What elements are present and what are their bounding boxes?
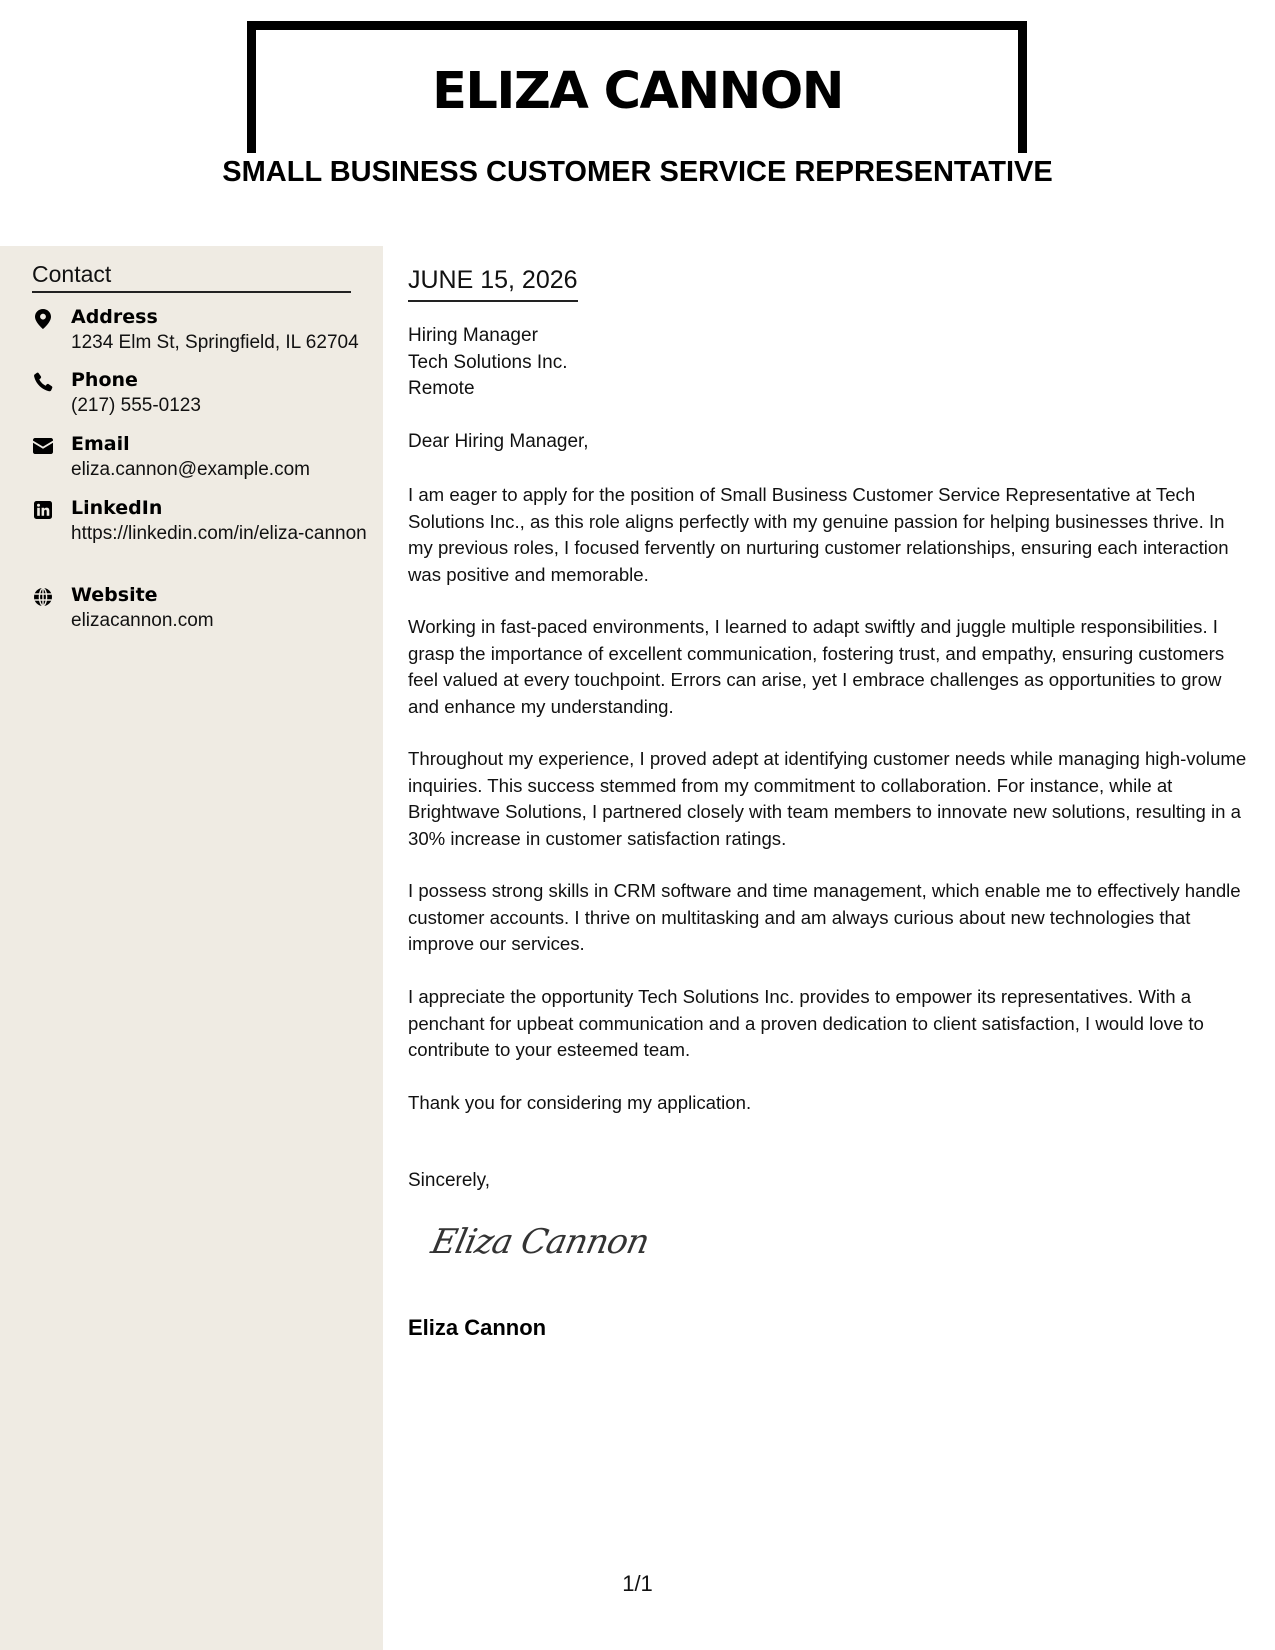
greeting: Dear Hiring Manager, bbox=[408, 431, 589, 452]
body-paragraph: Thank you for considering my application. bbox=[408, 1092, 752, 1113]
phone-label: Phone bbox=[71, 369, 138, 391]
job-title: SMALL BUSINESS CUSTOMER SERVICE REPRESENTATIVE bbox=[222, 156, 1053, 188]
linkedin-label: LinkedIn bbox=[71, 497, 163, 519]
website-label: Website bbox=[71, 584, 158, 606]
body-paragraph: Throughout my experience, I proved adept at identifying customer needs while managing high-volume inquiries. This success stemmed from my commitment to collaboration. For instance, while at Brightwave Solutions, I partnered closely with team members to innovate new solutions, resulting in a 30% increase in customer satisfaction ratings. bbox=[408, 748, 1247, 849]
body-paragraph: I possess strong skills in CRM software and time management, which enable me to effectively handle customer accounts. I thrive on multitasking and am always curious about new technologies that improve our services. bbox=[408, 880, 1241, 954]
map-pin-icon bbox=[32, 308, 54, 330]
recipient-name: Hiring Manager bbox=[408, 325, 538, 346]
candidate-name: ELIZA CANNON bbox=[432, 62, 843, 121]
body-paragraph: Working in fast-paced environments, I learned to adapt swiftly and juggle multiple responsibilities. I grasp the importance of excellent communication, fostering trust, and empathy, ensuring customers feel valued at every touchpoint. Errors can arise, yet I embrace challenges as opportunities to grow and enhance my understanding. bbox=[408, 616, 1225, 717]
globe-icon bbox=[32, 586, 54, 608]
signed-name: Eliza Cannon bbox=[408, 1315, 547, 1340]
address-value: 1234 Elm St, Springfield, IL 62704 bbox=[71, 332, 359, 353]
website-value: elizacannon.com bbox=[71, 610, 214, 631]
letter-date: JUNE 15, 2026 bbox=[408, 262, 578, 302]
phone-icon bbox=[32, 371, 54, 393]
contact-heading: Contact bbox=[32, 258, 351, 293]
signature-image bbox=[427, 1222, 662, 1282]
closing: Sincerely, bbox=[408, 1170, 491, 1191]
email-label: Email bbox=[71, 433, 130, 455]
linkedin-icon bbox=[32, 499, 54, 521]
recipient-location: Remote bbox=[408, 378, 475, 399]
recipient-block bbox=[408, 323, 1238, 403]
recipient-company: Tech Solutions Inc. bbox=[408, 351, 568, 373]
body-paragraph: I appreciate the opportunity Tech Solutions Inc. provides to empower its representatives. With a penchant for upbeat communication and a proven dedication to client satisfaction, I would love to contribute to your esteemed team. bbox=[408, 986, 1204, 1060]
body-paragraph: I am eager to apply for the position of Small Business Customer Service Representative at Tech Solutions Inc., as this role aligns perfectly with my genuine passion for helping businesses thrive. In my previous roles, I focused fervently on nurturing customer relationships, ensuring each interaction was positive and memorable. bbox=[408, 484, 1229, 585]
phone-value: (217) 555-0123 bbox=[71, 395, 201, 416]
linkedin-value: https://linkedin.com/in/eliza-cannon bbox=[71, 523, 367, 544]
page-number: 1/1 bbox=[622, 1571, 653, 1596]
signature-script: Eliza Cannon bbox=[427, 1222, 653, 1262]
address-label: Address bbox=[71, 306, 158, 328]
email-value: eliza.cannon@example.com bbox=[71, 459, 310, 480]
envelope-icon bbox=[32, 435, 54, 457]
